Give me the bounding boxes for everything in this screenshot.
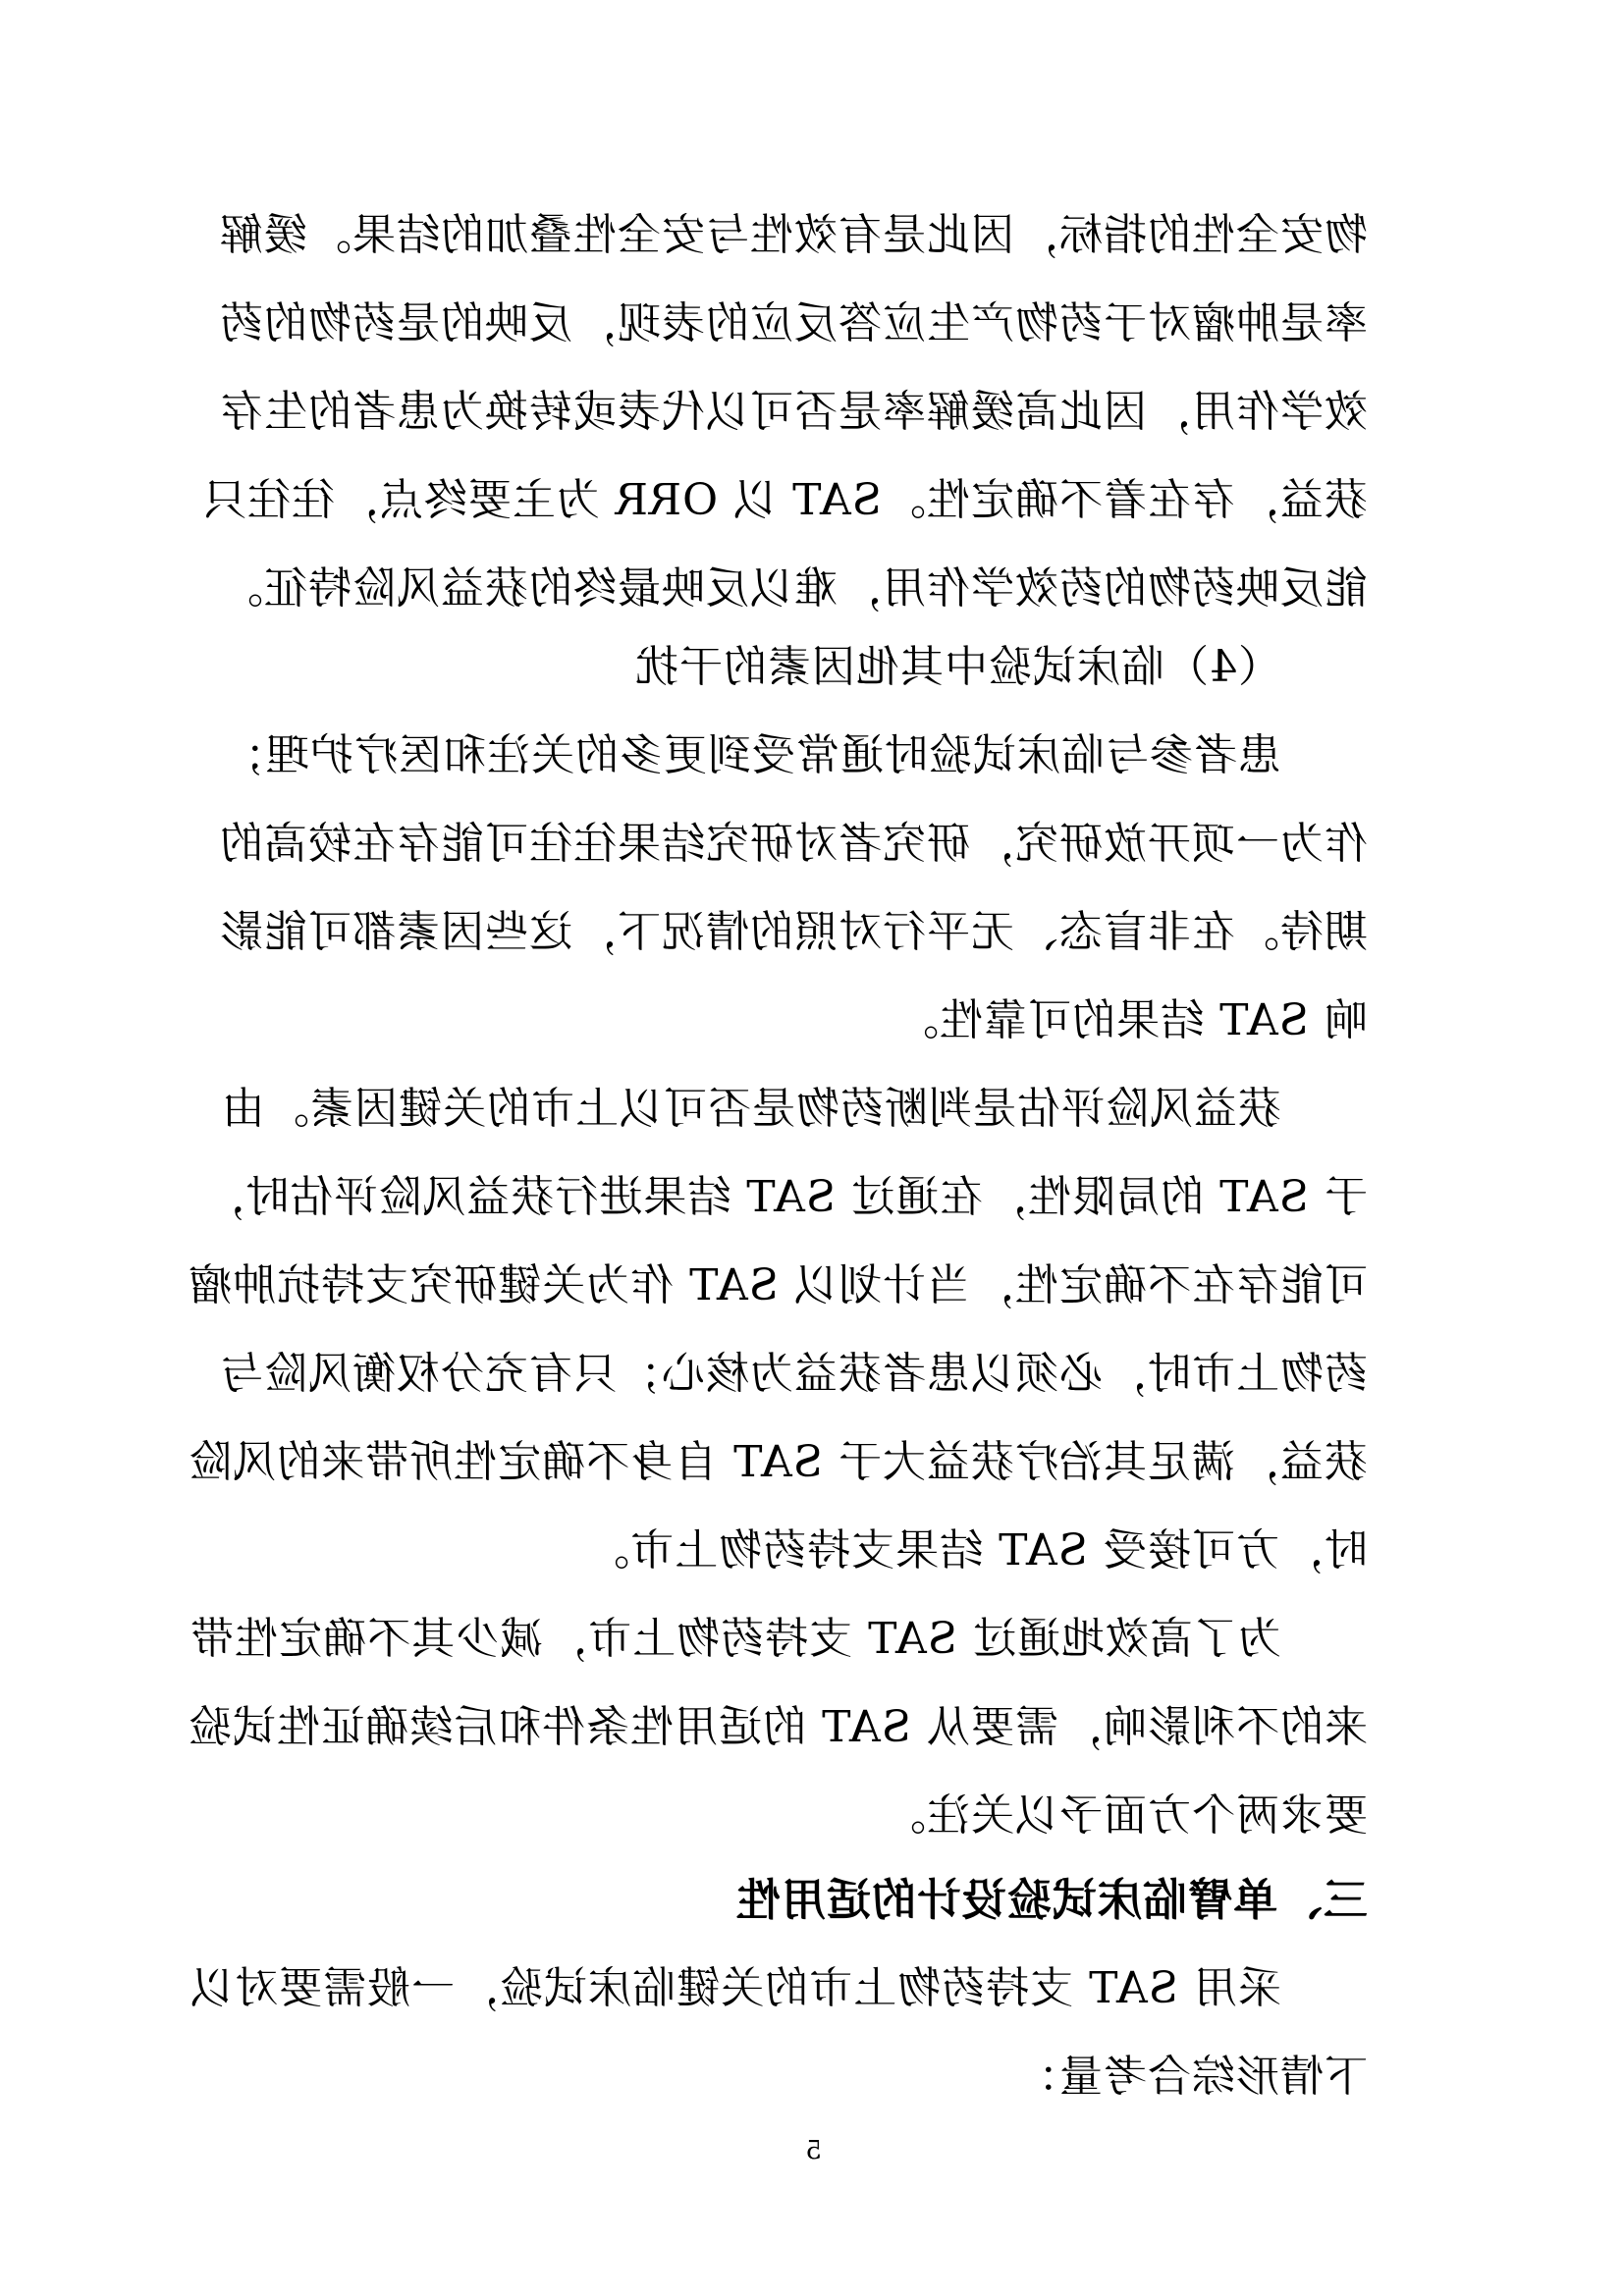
text-line: 作为一项开放研究，研究者对研究结果往往可能存在较高的 [219,819,1368,869]
text-line: 效学作用，因此高缓解率是否可以代表或转换为患者的生存 [219,387,1368,437]
text-line: 期待。在非盲态、无平行对照的情况下，这些因素都可能影 [219,907,1368,957]
text-line: 获益风险评估是判断药物是否可以上市的关键因素。由 [221,1084,1281,1134]
section-subheading: （4）临床试验中其他因素的干扰 [634,642,1281,692]
text-line: 要求两个方面予以关注。 [882,1790,1368,1841]
text-line: 采用 SAT 支持药物上市的关键临床试验，一般需要对以 [189,1963,1281,2013]
text-line: 药物上市时，必须以患者获益为核心；只有充分权衡风险与 [219,1349,1368,1399]
text-line: 获益，存在着不确定性。SAT 以 ORR 为主要终点，往往只 [201,475,1368,525]
text-line: 患者参与临床试验时通常受到更多的关注和医疗护理； [221,730,1281,780]
text-line: 为了高效地通过 SAT 支持药物上市，减少其不确定性带 [189,1614,1281,1664]
section-heading: 三、单臂临床试验设计的适用性 [734,1874,1368,1926]
text-line: 于 SAT 的局限性，在通过 SAT 结果进行获益风险评估时， [200,1172,1368,1222]
text-line: 率是肿瘤对于药物产生应答反应的表现，反映的是药物的药 [219,298,1368,348]
text-line: 时，方可接受 SAT 结果支持药物上市。 [585,1525,1368,1575]
text-line: 获益，满足其治疗获益大于 SAT 自身不确定性所带来的风险 [188,1437,1368,1487]
text-line: 来的不利影响，需要从 SAT 的适用性条件和后续确证性试验 [188,1702,1368,1752]
text-line: 下情形综合考量： [1014,2052,1368,2102]
text-line: 响 SAT 结果的可靠性。 [894,995,1368,1045]
text-line: 物安全性的指标，因此是有效性与安全性叠加的结果。缓解 [219,210,1368,260]
text-line: 能反映药物的药效学作用，难以反映最终的获益风险特征。 [219,563,1368,614]
text-line: 可能存在不确定性，当计划以 SAT 作为关键研究支持抗肿瘤 [188,1260,1368,1310]
page-number: 5 [805,2136,822,2165]
